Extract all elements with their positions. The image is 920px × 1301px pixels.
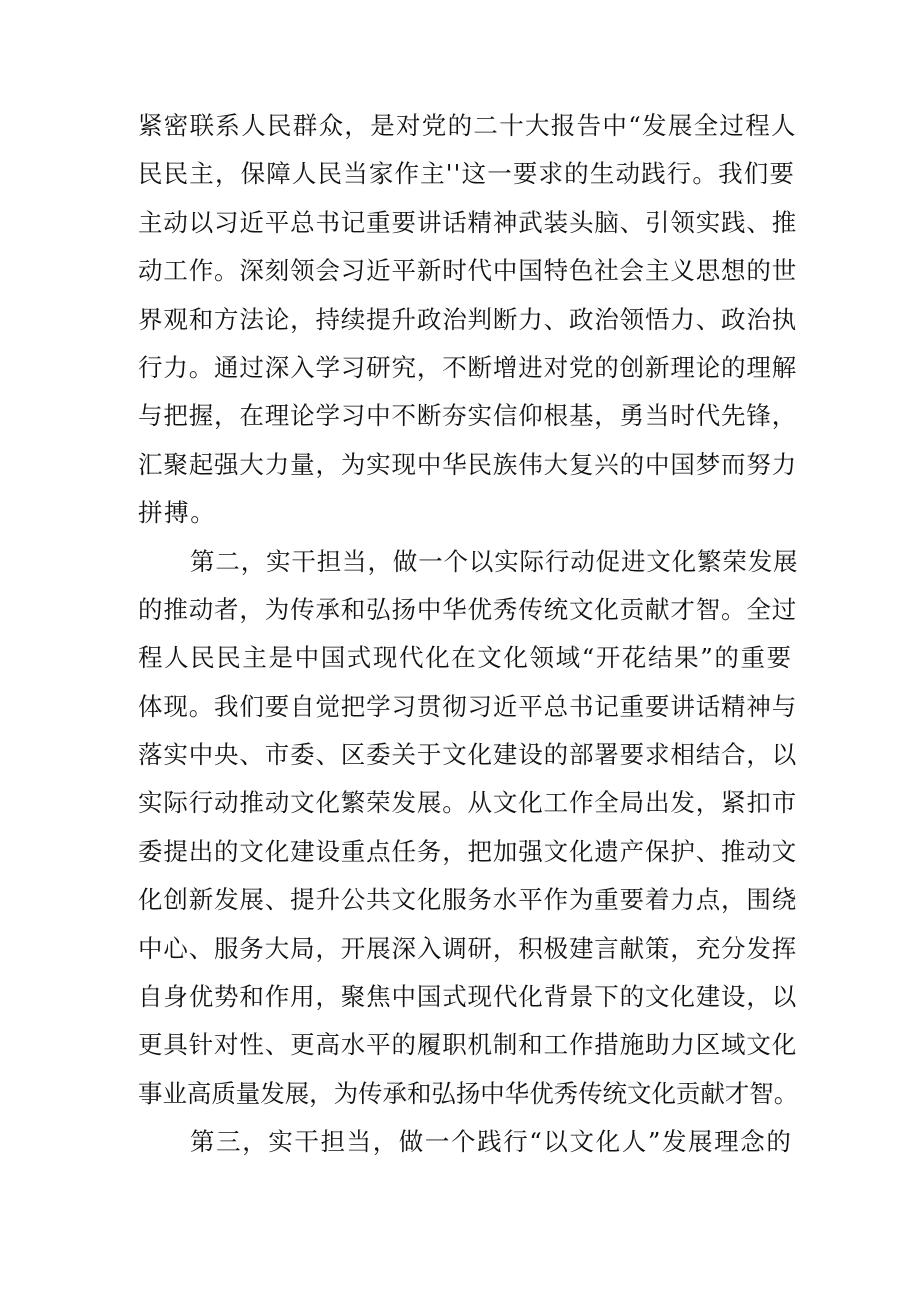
text-line: 事业高质量发展，为传承和弘扬中华优秀传统文化贡献才智。 [138,1078,799,1108]
text-line: 落实中央、市委、区委关于文化建设的部署要求相结合，以 [138,740,798,770]
text-line: 第二，实干担当，做一个以实际行动促进文化繁荣发展 [190,546,799,576]
text-line: 体现。我们要自觉把学习贯彻习近平总书记重要讲话精神与 [138,691,798,721]
text-line: 动工作。深刻领会习近平新时代中国特色社会主义思想的世 [138,256,798,286]
document-body [138,102,799,1167]
text-line: 界观和方法论，持续提升政治判断力、政治领悟力、政治执 [138,304,798,334]
text-line: 民民主，保障人民当家作主''这一要求的生动践行。我们要 [138,159,796,189]
text-line: 的推动者，为传承和弘扬中华优秀传统文化贡献才智。全过 [138,594,798,624]
text-line: 汇聚起强大力量，为实现中华民族伟大复兴的中国梦而努力 [138,449,798,479]
text-line: 紧密联系人民群众，是对党的二十大报告中“发展全过程人 [138,111,797,140]
paragraph [138,1118,793,1166]
text-line: 自身优势和作用，聚焦中国式现代化背景下的文化建设，以 [138,982,798,1012]
text-line: 程人民民主是中国式现代化在文化领域“开花结果”的重要 [138,643,793,673]
text-line: 化创新发展、提升公共文化服务水平作为重要着力点，围绕 [138,885,798,915]
text-line: 拼搏。 [138,498,217,528]
text-line: 主动以习近平总书记重要讲话精神武装头脑、引领实践、推 [138,207,798,237]
text-line: 与把握，在理论学习中不断夯实信仰根基，勇当时代先锋， [138,401,798,431]
paragraph [138,102,798,538]
text-line: 委提出的文化建设重点任务，把加强文化遗产保护、推动文 [138,836,798,866]
text-line: 行力。通过深入学习研究，不断增进对党的创新理论的理解 [138,352,798,382]
text-line: 更具针对性、更高水平的履职机制和工作措施助力区域文化 [138,1030,798,1060]
text-line: 中心、服务大局，开展深入调研，积极建言献策，充分发挥 [138,933,798,963]
text-line: 第三，实干担当，做一个践行“以文化人”发展理念的 [190,1127,793,1157]
text-line: 实际行动推动文化繁荣发展。从文化工作全局出发，紧扣市 [138,788,798,818]
paragraph [138,538,799,1119]
